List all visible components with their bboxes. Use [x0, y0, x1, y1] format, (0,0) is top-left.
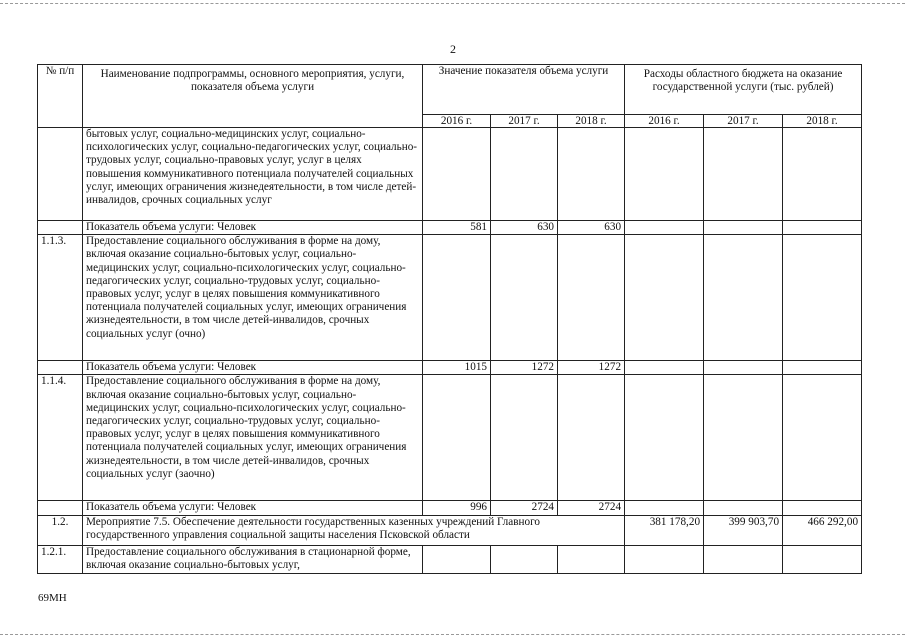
row-text: Предоставление социального обслуживания в стационарной форме, включая оказание социально-бытовых услуг, — [83, 545, 423, 573]
row-num — [38, 221, 83, 235]
row-text: Показатель объема услуги: Человек — [83, 361, 423, 375]
header-value-group: Значение показателя объема услуги — [423, 65, 625, 115]
budget-2018: 466 292,00 — [783, 515, 862, 545]
header-year-value-2018: 2018 г. — [558, 115, 625, 128]
header-name: Наименование подпрограммы, основного мероприятия, услуги, показателя объема услуги — [83, 65, 423, 128]
value-2017: 1272 — [491, 361, 558, 375]
budget-2017: 399 903,70 — [704, 515, 783, 545]
value-2016: 996 — [423, 501, 491, 515]
row-text: бытовых услуг, социально-медицинских услуг, социально-психологических услуг, социально-педагогических услуг, социально-трудовых услуг, социально-правовых услуг, услуг в целях повышения коммуникативного потенциала получателей социальных услуг, имеющих ограничения жизнедеятельности, в том числе детей-инвалидов, срочных социальных услуг — [83, 128, 423, 221]
table-row — [38, 375, 862, 501]
table-row — [38, 501, 862, 515]
row-text: Мероприятие 7.5. Обеспечение деятельности государственных казенных учреждений Главного государственного управления социальной защиты населения Псковской области — [83, 515, 625, 545]
header-year-budget-2017: 2017 г. — [704, 115, 783, 128]
value-2018: 1272 — [558, 361, 625, 375]
value-2017: 2724 — [491, 501, 558, 515]
table-row — [38, 361, 862, 375]
table-row — [38, 221, 862, 235]
header-row — [38, 65, 862, 115]
footer-code: 69МН — [38, 592, 67, 604]
row-num: 1.1.4. — [38, 375, 83, 501]
header-year-budget-2016: 2016 г. — [625, 115, 704, 128]
row-num: 1.1.3. — [38, 235, 83, 361]
row-text: Показатель объема услуги: Человек — [83, 221, 423, 235]
row-num — [38, 501, 83, 515]
header-year-value-2016: 2016 г. — [423, 115, 491, 128]
scan-edge-bottom — [0, 634, 905, 635]
header-year-budget-2018: 2018 г. — [783, 115, 862, 128]
header-num: № п/п — [38, 65, 83, 128]
budget-2016: 381 178,20 — [625, 515, 704, 545]
value-2016: 1015 — [423, 361, 491, 375]
row-num — [38, 361, 83, 375]
header-budget-group: Расходы областного бюджета на оказание государственной услуги (тыс. рублей) — [625, 65, 862, 115]
services-table — [37, 64, 862, 574]
scan-edge-top — [0, 3, 905, 4]
row-text: Показатель объема услуги: Человек — [83, 501, 423, 515]
row-num: 1.2. — [38, 515, 83, 545]
table-row — [38, 515, 862, 545]
row-text: Предоставление социального обслуживания в форме на дому, включая оказание социально-бытовых услуг, социально-медицинских услуг, социально-психологических услуг, социально-педагогических услуг, социально-трудовых услуг, социально-правовых услуг, услуг в целях повышения коммуникативного потенциала получателей социальных услуг, имеющих ограничения жизнедеятельности, в том числе детей-инвалидов, срочных социальных услуг (очно) — [83, 235, 423, 361]
header-year-value-2017: 2017 г. — [491, 115, 558, 128]
row-text: Предоставление социального обслуживания в форме на дому, включая оказание социально-бытовых услуг, социально-медицинских услуг, социально-психологических услуг, социально-педагогических услуг, социально-трудовых услуг, социально-правовых услуг, услуг в целях повышения коммуникативного потенциала получателей социальных услуг, имеющих ограничения жизнедеятельности, в том числе детей-инвалидов, срочных социальных услуг (заочно) — [83, 375, 423, 501]
table-row — [38, 545, 862, 573]
table-row — [38, 235, 862, 361]
value-2018: 2724 — [558, 501, 625, 515]
table-row — [38, 128, 862, 221]
value-2018: 630 — [558, 221, 625, 235]
value-2017: 630 — [491, 221, 558, 235]
value-2016: 581 — [423, 221, 491, 235]
row-num — [38, 128, 83, 221]
page-number: 2 — [450, 42, 456, 56]
row-num: 1.2.1. — [38, 545, 83, 573]
